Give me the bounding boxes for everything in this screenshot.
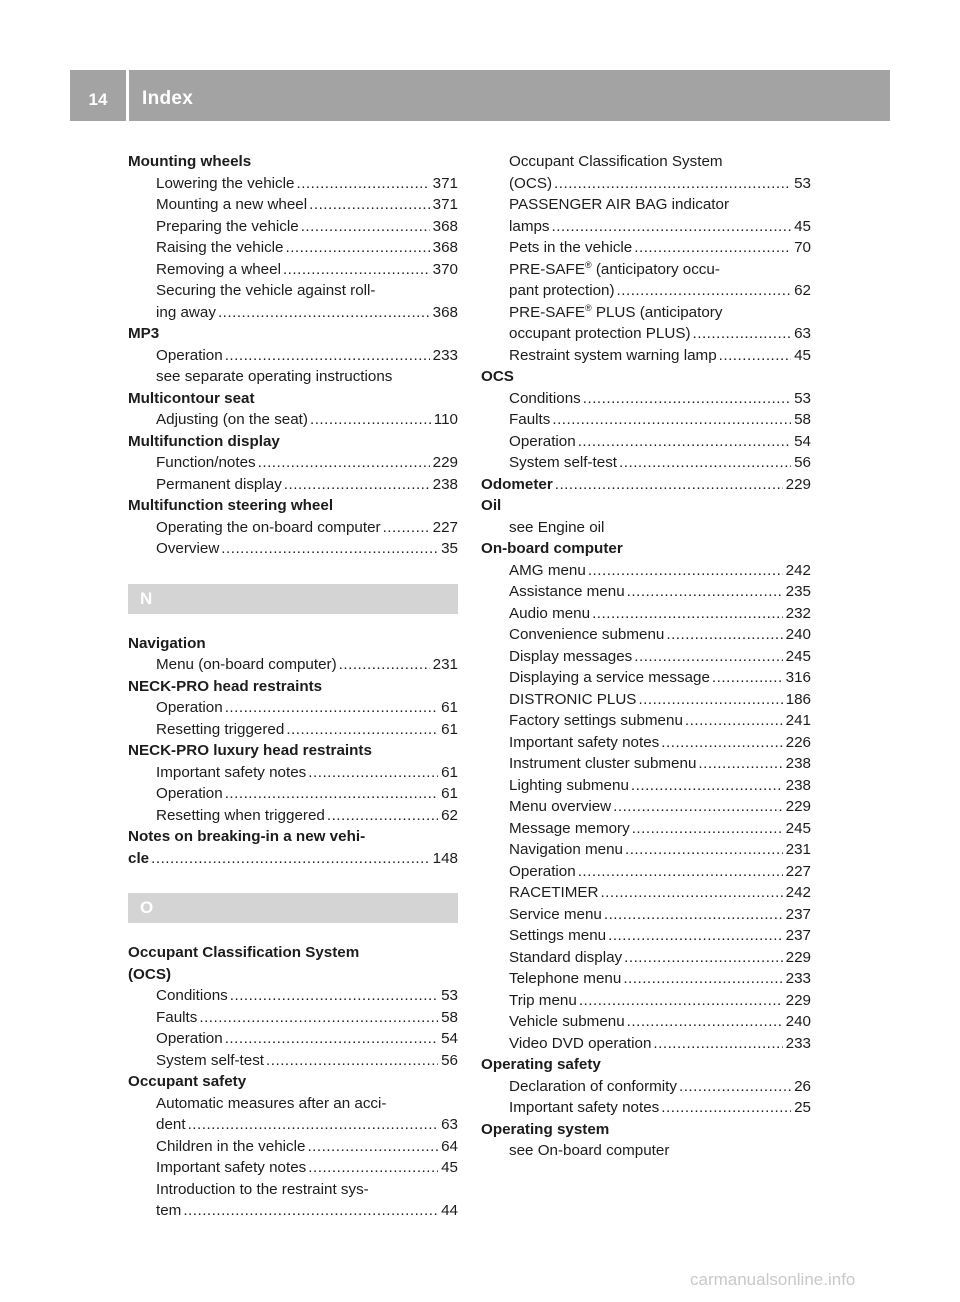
index-entry: Conditions ..... 53 <box>481 388 811 410</box>
index-entry: Operation ..... 233 <box>128 345 458 367</box>
index-entry: PRE-SAFE® (anticipatory occu- <box>509 259 720 278</box>
index-entry: Faults ..... 58 <box>481 409 811 431</box>
index-heading: Multicontour seat <box>128 389 255 407</box>
index-heading: Operating system <box>481 1120 610 1138</box>
index-entry: Operation ..... 54 <box>481 431 811 453</box>
index-entry: Automatic measures after an acci- <box>156 1094 387 1112</box>
index-entry: Operating the on-board computer ..... 227 <box>128 517 458 539</box>
index-entry: Standard display ..... 229 <box>481 947 811 969</box>
index-entry: Video DVD operation ..... 233 <box>481 1033 811 1055</box>
on-board-computer-entries <box>481 560 811 1055</box>
index-entry: pant protection) ..... 62 <box>481 280 811 302</box>
index-entry: System self-test ..... 56 <box>128 1050 458 1072</box>
index-entry: System self-test ..... 56 <box>481 452 811 474</box>
index-heading: Multifunction display <box>128 432 280 450</box>
index-entry: Displaying a service message ..... 316 <box>481 667 811 689</box>
index-entry: Operation ..... 54 <box>128 1028 458 1050</box>
index-entry: Faults ..... 58 <box>128 1007 458 1029</box>
index-heading: NECK-PRO luxury head restraints <box>128 742 372 759</box>
index-entry: Restraint system warning lamp ..... 45 <box>481 345 811 367</box>
index-entry: Lowering the vehicle ..... 371 <box>128 173 458 195</box>
index-heading: Navigation <box>128 634 206 652</box>
index-heading: cle ..... 148 <box>128 848 458 870</box>
index-entry: Overview ..... 35 <box>128 538 458 560</box>
index-entry: AMG menu ..... 242 <box>481 560 811 582</box>
index-entry: Function/notes ..... 229 <box>128 452 458 474</box>
index-entry: Raising the vehicle ..... 368 <box>128 237 458 259</box>
page-title: Index <box>142 88 194 109</box>
index-entry: Declaration of conformity ..... 26 <box>481 1076 811 1098</box>
index-entry: Convenience submenu ..... 240 <box>481 624 811 646</box>
index-heading: Multifunction steering wheel <box>128 497 334 514</box>
index-entry: dent ..... 63 <box>128 1114 458 1136</box>
index-entry: Factory settings submenu ..... 241 <box>481 710 811 732</box>
index-entry: lamps ..... 45 <box>481 216 811 238</box>
index-heading: MP3 <box>128 325 160 342</box>
index-entry: Telephone menu ..... 233 <box>481 968 811 990</box>
index-entry: Important safety notes ..... 45 <box>128 1157 458 1179</box>
index-entry: Removing a wheel ..... 370 <box>128 259 458 281</box>
index-entry: Display messages ..... 245 <box>481 646 811 668</box>
index-entry: Service menu ..... 237 <box>481 904 811 926</box>
index-entry: Permanent display ..... 238 <box>128 474 458 496</box>
index-entry: Menu overview ..... 229 <box>481 796 811 818</box>
index-heading: On-board computer <box>481 540 623 557</box>
index-entry: PASSENGER AIR BAG indicator <box>509 196 730 213</box>
index-entry: Operation ..... 61 <box>128 783 458 805</box>
index-entry: Children in the vehicle ..... 64 <box>128 1136 458 1158</box>
index-entry: Lighting submenu ..... 238 <box>481 775 811 797</box>
index-heading: Occupant Classification System <box>128 944 360 961</box>
index-heading: Odometer ..... 229 <box>481 474 811 496</box>
index-entry: PRE-SAFE® PLUS (anticipatory <box>509 302 723 321</box>
index-entry: see separate operating instructions <box>156 368 393 385</box>
index-entry: Trip menu ..... 229 <box>481 990 811 1012</box>
index-heading: NECK-PRO head restraints <box>128 677 323 695</box>
index-entry: Important safety notes ..... 25 <box>481 1097 811 1119</box>
index-heading: Occupant safety <box>128 1073 247 1090</box>
index-entry: (OCS) ..... 53 <box>481 173 811 195</box>
index-entry: occupant protection PLUS) ..... 63 <box>481 323 811 345</box>
index-entry: see Engine oil <box>509 518 605 536</box>
page-number: 14 <box>88 89 108 109</box>
index-entry: Conditions ..... 53 <box>128 985 458 1007</box>
index-entry: Pets in the vehicle ..... 70 <box>481 237 811 259</box>
index-entry: Important safety notes ..... 61 <box>128 762 458 784</box>
index-entry: ing away ..... 368 <box>128 302 458 324</box>
index-column-left <box>128 151 458 1222</box>
index-entry: DISTRONIC PLUS ..... 186 <box>481 689 811 711</box>
index-entry: Preparing the vehicle ..... 368 <box>128 216 458 238</box>
index-entry: Securing the vehicle against roll- <box>156 282 376 299</box>
index-entry: Mounting a new wheel ..... 371 <box>128 194 458 216</box>
index-entry: Adjusting (on the seat) ..... 110 <box>128 409 458 431</box>
header-divider <box>126 70 129 121</box>
index-entry: see On-board computer <box>509 1142 670 1159</box>
index-entry: Vehicle submenu ..... 240 <box>481 1011 811 1033</box>
index-heading: OCS <box>481 368 514 385</box>
index-entry: Important safety notes ..... 226 <box>481 732 811 754</box>
index-entry: Message memory ..... 245 <box>481 818 811 840</box>
index-entry: Instrument cluster submenu ..... 238 <box>481 753 811 775</box>
index-entry: Operation ..... 227 <box>481 861 811 883</box>
index-heading: (OCS) <box>128 965 172 983</box>
index-heading: Oil <box>481 497 502 514</box>
index-entry: RACETIMER ..... 242 <box>481 882 811 904</box>
index-heading: Notes on breaking-in a new vehi- <box>128 828 366 845</box>
index-entry: tem ..... 44 <box>128 1200 458 1222</box>
index-entry: Settings menu ..... 237 <box>481 925 811 947</box>
index-entry: Audio menu ..... 232 <box>481 603 811 625</box>
index-entry: Resetting triggered ..... 61 <box>128 719 458 741</box>
index-entry: Assistance menu ..... 235 <box>481 581 811 603</box>
index-entry: Occupant Classification System <box>509 153 723 170</box>
section-letter-o: O <box>128 893 458 923</box>
index-column-right <box>481 151 811 1162</box>
index-heading: Operating safety <box>481 1056 601 1073</box>
section-letter-n: N <box>128 584 458 614</box>
index-entry: Introduction to the restraint sys- <box>156 1180 369 1198</box>
index-entry: Operation ..... 61 <box>128 697 458 719</box>
index-entry: Resetting when triggered ..... 62 <box>128 805 458 827</box>
index-entry: Menu (on-board computer) ..... 231 <box>128 654 458 676</box>
index-heading: Mounting wheels <box>128 153 252 170</box>
watermark: carmanualsonline.info <box>690 1270 856 1289</box>
index-entry: Navigation menu ..... 231 <box>481 839 811 861</box>
